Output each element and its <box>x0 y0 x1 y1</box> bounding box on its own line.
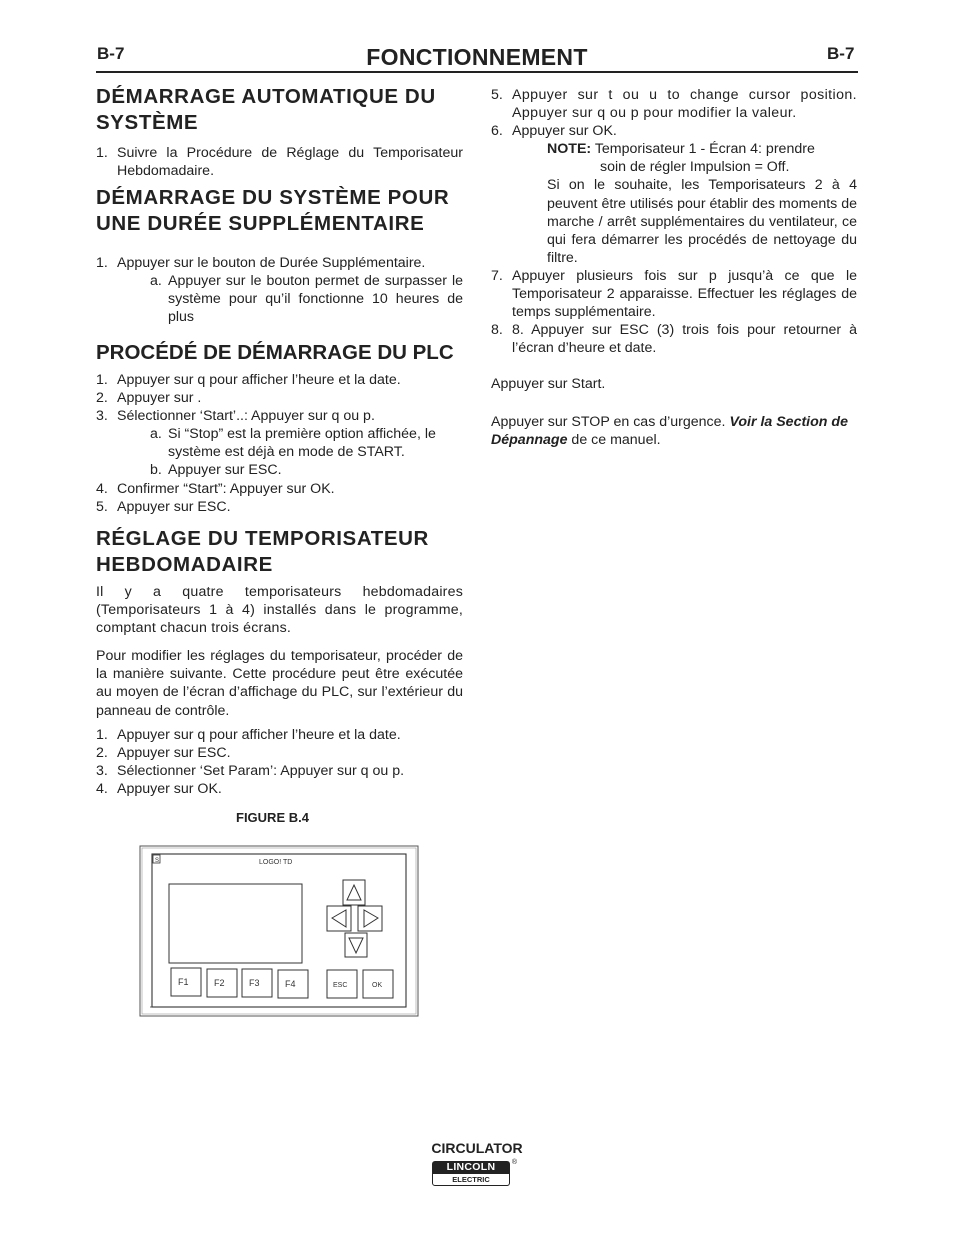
note-block <box>547 140 857 267</box>
svg-text:F2: F2 <box>214 978 225 988</box>
svg-text:F3: F3 <box>249 978 260 988</box>
corner-label: S <box>155 858 160 864</box>
start-instruction: Appuyer sur Start. <box>491 376 606 393</box>
section-title-extra-time: DÉMARRAGE DU SYSTÈME POUR UNE DURÉE SUPPLÉMENTAIRE <box>96 186 450 235</box>
section-title-auto-start: DÉMARRAGE AUTOMATIQUE DU SYSTÈME <box>96 85 436 134</box>
section-title-plc-start: PROCÉDÉ DE DÉMARRAGE DU PLC <box>96 341 454 364</box>
arrow-right-icon <box>364 910 378 927</box>
list-item: 4. Appuyer sur OK. <box>96 780 222 797</box>
sub-list-item: a. Si “Stop” est la première option affichée, le système est déjà en mode de START. <box>150 426 436 461</box>
key-f1[interactable] <box>171 968 201 996</box>
right-column <box>491 86 857 449</box>
figure-caption: FIGURE B.4 <box>236 810 309 825</box>
section-auto-start <box>96 84 463 180</box>
paragraph: Pour modifier les réglages du temporisateur, procéder de la manière suivante. Cette procédure peut être exécutée au moyen de l’écran d’affichage du PLC, sur l’extérieur du panneau de contrôle. <box>96 648 463 719</box>
troubleshooting-reference: Voir la Section de Dépannage <box>491 413 848 448</box>
list-item: 6. Appuyer sur OK. <box>491 123 617 140</box>
paragraph: Il y a quatre temporisateurs hebdomadaires (Temporisateurs 1 à 4) installés dans le programme, comptant chacun trois écrans. <box>96 584 463 637</box>
arrow-right-key[interactable] <box>358 906 382 931</box>
page-number-left: B-7 <box>97 44 125 63</box>
lincoln-electric-logo: LINCOLN ELECTRIC ® <box>432 1161 510 1187</box>
section-extra-time <box>96 185 463 326</box>
list-item: 1. Appuyer sur q pour afficher l’heure et la date. <box>96 372 401 388</box>
page-number-right: B-7 <box>827 44 855 63</box>
product-name: CIRCULATOR <box>431 1140 523 1156</box>
sub-list-item: a. Appuyer sur le bouton permet de surpasser le système pour qu’il fonctionne 10 heures de plus <box>150 273 463 326</box>
list-item: 2. Appuyer sur ESC. <box>96 744 231 761</box>
device-label: LOGO! TD <box>259 859 293 866</box>
key-esc[interactable] <box>327 970 357 998</box>
list-item: 8. 8. Appuyer sur ESC (3) trois fois pour retourner à l’écran d’heure et date. <box>491 322 857 357</box>
page-title: FONCTIONNEMENT <box>366 44 588 70</box>
key-f4[interactable] <box>278 970 308 998</box>
section-title-weekly-timer: RÉGLAGE DU TEMPORISATEUR HEBDOMADAIRE <box>96 527 429 576</box>
list-item: 5. Appuyer sur t ou u to change cursor position. Appuyer sur q ou p pour modifier la valeur. <box>491 87 857 122</box>
note-line-1: Temporisateur 1 - Écran 4: prendre <box>594 141 815 158</box>
list-item: 7. Appuyer plusieurs fois sur p jusqu’à ce que le Temporisateur 2 apparaisse. Effectuer les réglages de temps supplémentaire. <box>491 267 857 321</box>
header-rule <box>96 71 858 73</box>
arrow-down-icon <box>349 938 363 953</box>
arrow-left-icon <box>332 910 346 927</box>
section-plc-start <box>96 340 463 516</box>
list-item: 1. Suivre la Procédure de Réglage du Temporisateur Hebdomadaire. <box>96 145 463 180</box>
note-line-2: soin de régler Impulsion = Off. <box>600 159 790 176</box>
arrow-up-icon <box>347 885 361 900</box>
arrow-up-key[interactable] <box>343 880 365 905</box>
key-f2[interactable] <box>207 969 237 997</box>
list-item: 1. Appuyer sur q pour afficher l’heure et la date. <box>96 726 401 743</box>
list-item: 4. Confirmer “Start”: Appuyer sur OK. <box>96 480 335 497</box>
sub-list-item: b. Appuyer sur ESC. <box>150 462 282 479</box>
arrow-left-key[interactable] <box>327 906 351 931</box>
stop-instruction: Appuyer sur STOP en cas d’urgence. Voir la Section de Dépannage de ce manuel. <box>491 413 848 448</box>
svg-text:OK: OK <box>372 982 383 989</box>
display-screen <box>169 884 302 963</box>
list-item: 2. Appuyer sur . <box>96 390 202 407</box>
key-ok[interactable] <box>363 970 393 998</box>
svg-text:ESC: ESC <box>333 982 348 989</box>
list-item: 5. Appuyer sur ESC. <box>96 498 231 515</box>
list-item: 3. Sélectionner ‘Set Param’: Appuyer sur q ou p. <box>96 762 405 779</box>
svg-text:F1: F1 <box>178 977 189 987</box>
arrow-down-key[interactable] <box>345 933 367 957</box>
figure-plc-display <box>136 842 426 1022</box>
note-paragraph: Si on le souhaite, les Temporisateurs 2 à 4 peuvent être utilisés pour établir des moments de marche / arrêt supplémentaires du ventilateur, ce qui fera démarrer les procédés de nettoyage du filtre. <box>547 177 857 266</box>
section-weekly-timer <box>96 526 463 798</box>
list-item: 1. Appuyer sur le bouton de Durée Supplémentaire. <box>96 255 426 271</box>
svg-text:F4: F4 <box>285 979 296 989</box>
note-label: NOTE: <box>547 141 592 158</box>
list-item: 3. Sélectionner ‘Start’..: Appuyer sur q ou p. <box>96 408 375 425</box>
key-f3[interactable] <box>242 969 272 997</box>
